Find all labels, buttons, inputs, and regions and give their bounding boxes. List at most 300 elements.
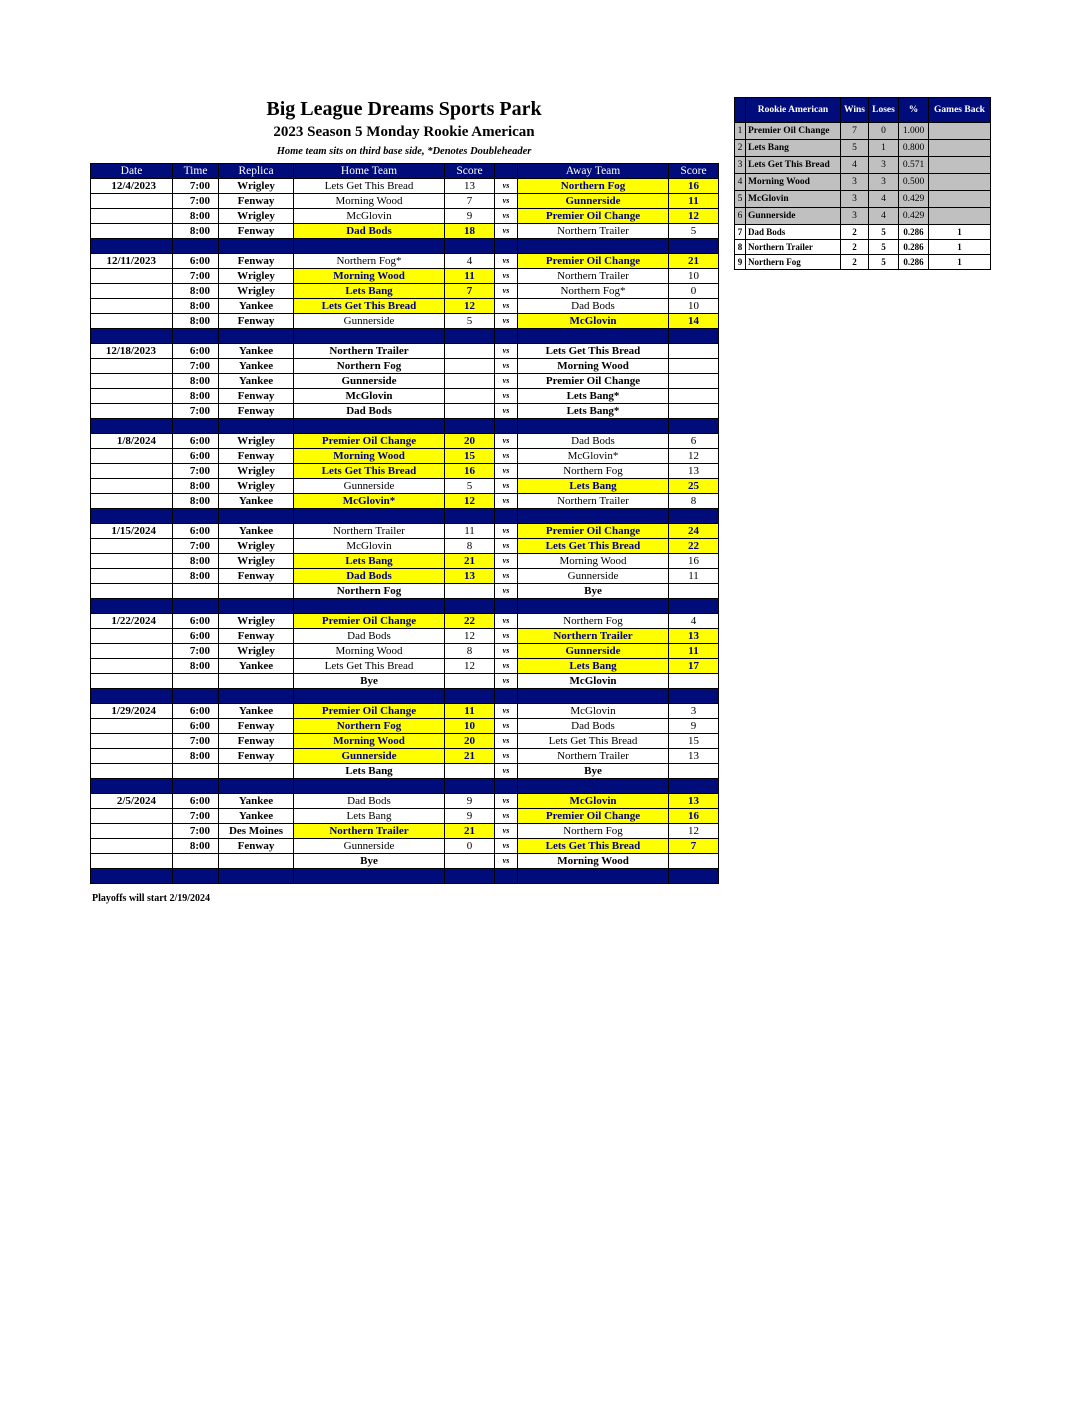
game-time: 7:00 xyxy=(173,644,219,659)
game-row xyxy=(91,584,719,599)
away-score xyxy=(669,584,719,599)
home-team: Northern Fog* xyxy=(294,254,445,269)
game-field: Yankee xyxy=(219,659,294,674)
game-time: 8:00 xyxy=(173,479,219,494)
standings-row xyxy=(735,240,991,255)
home-team: Premier Oil Change xyxy=(294,434,445,449)
vs-label: vs xyxy=(495,344,518,359)
standing-pct: 0.286 xyxy=(899,225,929,240)
schedule-table xyxy=(90,163,719,884)
game-date xyxy=(91,299,173,314)
vs-label: vs xyxy=(495,224,518,239)
away-score: 12 xyxy=(669,824,719,839)
game-field: Yankee xyxy=(219,809,294,824)
vs-label: vs xyxy=(495,854,518,869)
game-field: Wrigley xyxy=(219,179,294,194)
away-score: 16 xyxy=(669,554,719,569)
game-date xyxy=(91,224,173,239)
game-row xyxy=(91,479,719,494)
away-score: 12 xyxy=(669,209,719,224)
separator-cell xyxy=(445,329,495,344)
standings-row xyxy=(735,123,991,140)
game-row xyxy=(91,569,719,584)
standing-games-back: 1 xyxy=(929,240,991,255)
standing-wins: 2 xyxy=(841,255,869,270)
game-field: Yankee xyxy=(219,524,294,539)
standings-row xyxy=(735,157,991,174)
game-time: 7:00 xyxy=(173,404,219,419)
game-row xyxy=(91,389,719,404)
home-team: Bye xyxy=(294,674,445,689)
standing-wins: 3 xyxy=(841,208,869,225)
away-team: Lets Get This Bread xyxy=(518,734,669,749)
standing-rank: 9 xyxy=(735,255,746,270)
separator-cell xyxy=(173,779,219,794)
standing-team: Premier Oil Change xyxy=(746,123,841,140)
standing-games-back xyxy=(929,208,991,225)
game-date xyxy=(91,809,173,824)
separator-cell xyxy=(91,779,173,794)
game-row xyxy=(91,704,719,719)
home-score: 7 xyxy=(445,194,495,209)
col-header-away-score: Score xyxy=(669,164,719,179)
away-score xyxy=(669,404,719,419)
home-score: 15 xyxy=(445,449,495,464)
week-separator xyxy=(91,869,719,884)
vs-label: vs xyxy=(495,554,518,569)
standing-games-back xyxy=(929,123,991,140)
game-field: Fenway xyxy=(219,404,294,419)
game-field: Fenway xyxy=(219,224,294,239)
separator-cell xyxy=(294,869,445,884)
home-score xyxy=(445,674,495,689)
game-field: Wrigley xyxy=(219,539,294,554)
game-date xyxy=(91,539,173,554)
game-time: 6:00 xyxy=(173,434,219,449)
separator-cell xyxy=(669,599,719,614)
home-score: 9 xyxy=(445,809,495,824)
game-time: 6:00 xyxy=(173,449,219,464)
away-team: Northern Trailer xyxy=(518,224,669,239)
standing-games-back: 1 xyxy=(929,225,991,240)
game-time: 7:00 xyxy=(173,269,219,284)
standing-losses: 4 xyxy=(869,208,899,225)
away-team: Morning Wood xyxy=(518,554,669,569)
col-header-home-team: Home Team xyxy=(294,164,445,179)
game-time: 7:00 xyxy=(173,464,219,479)
away-team: McGlovin* xyxy=(518,449,669,464)
game-field: Wrigley xyxy=(219,554,294,569)
game-time: 6:00 xyxy=(173,524,219,539)
vs-label: vs xyxy=(495,719,518,734)
game-date xyxy=(91,194,173,209)
away-score: 25 xyxy=(669,479,719,494)
game-time: 8:00 xyxy=(173,839,219,854)
standing-pct: 1.000 xyxy=(899,123,929,140)
home-team: Dad Bods xyxy=(294,404,445,419)
away-score: 13 xyxy=(669,749,719,764)
separator-cell xyxy=(173,689,219,704)
away-score: 3 xyxy=(669,704,719,719)
separator-cell xyxy=(495,689,518,704)
game-row xyxy=(91,434,719,449)
game-date xyxy=(91,569,173,584)
separator-cell xyxy=(669,689,719,704)
game-time: 6:00 xyxy=(173,254,219,269)
separator-cell xyxy=(518,779,669,794)
vs-label: vs xyxy=(495,179,518,194)
home-score xyxy=(445,374,495,389)
away-team: Northern Trailer xyxy=(518,749,669,764)
separator-cell xyxy=(669,239,719,254)
home-score: 0 xyxy=(445,839,495,854)
game-date: 1/15/2024 xyxy=(91,524,173,539)
standing-rank: 5 xyxy=(735,191,746,208)
home-team: Morning Wood xyxy=(294,449,445,464)
game-row xyxy=(91,854,719,869)
separator-cell xyxy=(445,779,495,794)
standing-losses: 4 xyxy=(869,191,899,208)
home-team: Lets Get This Bread xyxy=(294,464,445,479)
separator-cell xyxy=(91,419,173,434)
game-time: 6:00 xyxy=(173,629,219,644)
standing-rank: 7 xyxy=(735,225,746,240)
separator-cell xyxy=(173,239,219,254)
vs-label: vs xyxy=(495,209,518,224)
away-score: 16 xyxy=(669,179,719,194)
game-field: Fenway xyxy=(219,569,294,584)
home-score: 5 xyxy=(445,314,495,329)
game-row xyxy=(91,314,719,329)
game-field: Wrigley xyxy=(219,614,294,629)
vs-label: vs xyxy=(495,269,518,284)
game-row xyxy=(91,554,719,569)
home-team: Gunnerside xyxy=(294,374,445,389)
separator-cell xyxy=(173,599,219,614)
separator-cell xyxy=(518,689,669,704)
home-score: 9 xyxy=(445,794,495,809)
game-row xyxy=(91,344,719,359)
away-score: 8 xyxy=(669,494,719,509)
game-date: 1/22/2024 xyxy=(91,614,173,629)
game-field: Fenway xyxy=(219,389,294,404)
week-separator xyxy=(91,419,719,434)
standings-table xyxy=(734,97,991,270)
standing-pct: 0.500 xyxy=(899,174,929,191)
standing-wins: 2 xyxy=(841,225,869,240)
separator-cell xyxy=(669,329,719,344)
home-score: 8 xyxy=(445,539,495,554)
game-time xyxy=(173,764,219,779)
away-team: Northern Fog xyxy=(518,824,669,839)
away-team: Premier Oil Change xyxy=(518,209,669,224)
standing-team: Gunnerside xyxy=(746,208,841,225)
separator-cell xyxy=(518,509,669,524)
home-score: 11 xyxy=(445,524,495,539)
vs-label: vs xyxy=(495,494,518,509)
separator-cell xyxy=(495,779,518,794)
standing-team: Northern Trailer xyxy=(746,240,841,255)
separator-cell xyxy=(294,599,445,614)
standings-row xyxy=(735,255,991,270)
home-score: 5 xyxy=(445,479,495,494)
standing-games-back xyxy=(929,140,991,157)
game-field: Fenway xyxy=(219,194,294,209)
vs-label: vs xyxy=(495,254,518,269)
home-score: 13 xyxy=(445,569,495,584)
away-score xyxy=(669,359,719,374)
game-row xyxy=(91,449,719,464)
game-time: 8:00 xyxy=(173,494,219,509)
game-date xyxy=(91,734,173,749)
game-date xyxy=(91,314,173,329)
home-team: McGlovin xyxy=(294,209,445,224)
standing-pct: 0.571 xyxy=(899,157,929,174)
away-score: 11 xyxy=(669,644,719,659)
away-team: Bye xyxy=(518,584,669,599)
game-row xyxy=(91,674,719,689)
game-field: Fenway xyxy=(219,734,294,749)
home-team: Gunnerside xyxy=(294,749,445,764)
home-team: Northern Fog xyxy=(294,359,445,374)
vs-label: vs xyxy=(495,839,518,854)
game-time: 8:00 xyxy=(173,389,219,404)
game-field: Fenway xyxy=(219,839,294,854)
game-field: Yankee xyxy=(219,374,294,389)
separator-cell xyxy=(91,239,173,254)
separator-cell xyxy=(219,419,294,434)
game-date: 2/5/2024 xyxy=(91,794,173,809)
standing-wins: 5 xyxy=(841,140,869,157)
separator-cell xyxy=(495,329,518,344)
standings-row xyxy=(735,208,991,225)
away-score: 11 xyxy=(669,569,719,584)
game-date xyxy=(91,404,173,419)
standing-team: Northern Fog xyxy=(746,255,841,270)
game-field: Fenway xyxy=(219,449,294,464)
game-field: Fenway xyxy=(219,254,294,269)
playoffs-note: Playoffs will start 2/19/2024 xyxy=(92,893,211,904)
standing-games-back xyxy=(929,174,991,191)
home-score: 13 xyxy=(445,179,495,194)
game-date xyxy=(91,284,173,299)
vs-label: vs xyxy=(495,584,518,599)
game-time: 8:00 xyxy=(173,224,219,239)
standing-losses: 0 xyxy=(869,123,899,140)
game-date: 12/18/2023 xyxy=(91,344,173,359)
away-team: Gunnerside xyxy=(518,569,669,584)
standings-header-pct: % xyxy=(899,98,929,123)
home-score: 21 xyxy=(445,824,495,839)
home-team: Premier Oil Change xyxy=(294,704,445,719)
away-score: 16 xyxy=(669,809,719,824)
home-score xyxy=(445,854,495,869)
separator-cell xyxy=(219,329,294,344)
standing-pct: 0.429 xyxy=(899,208,929,225)
separator-cell xyxy=(91,869,173,884)
standings-row xyxy=(735,225,991,240)
away-team: Lets Get This Bread xyxy=(518,839,669,854)
game-date xyxy=(91,479,173,494)
home-team: McGlovin xyxy=(294,539,445,554)
away-score xyxy=(669,674,719,689)
standing-team: Lets Get This Bread xyxy=(746,157,841,174)
standing-team: McGlovin xyxy=(746,191,841,208)
home-score xyxy=(445,344,495,359)
vs-label: vs xyxy=(495,359,518,374)
game-date xyxy=(91,389,173,404)
separator-cell xyxy=(495,869,518,884)
home-team: Bye xyxy=(294,854,445,869)
standings-header-games-back: Games Back xyxy=(929,98,991,123)
game-row xyxy=(91,809,719,824)
game-field xyxy=(219,674,294,689)
standing-pct: 0.286 xyxy=(899,255,929,270)
vs-label: vs xyxy=(495,644,518,659)
game-date: 1/8/2024 xyxy=(91,434,173,449)
game-row xyxy=(91,644,719,659)
game-date xyxy=(91,764,173,779)
away-team: Premier Oil Change xyxy=(518,254,669,269)
separator-cell xyxy=(669,419,719,434)
vs-label: vs xyxy=(495,479,518,494)
home-team: McGlovin xyxy=(294,389,445,404)
away-team: Lets Get This Bread xyxy=(518,539,669,554)
page-title: Big League Dreams Sports Park xyxy=(266,98,542,120)
game-date xyxy=(91,449,173,464)
vs-label: vs xyxy=(495,674,518,689)
game-date xyxy=(91,659,173,674)
game-time: 7:00 xyxy=(173,824,219,839)
away-team: Lets Bang* xyxy=(518,404,669,419)
game-date xyxy=(91,824,173,839)
vs-label: vs xyxy=(495,749,518,764)
col-header-replica: Replica xyxy=(219,164,294,179)
game-time: 7:00 xyxy=(173,734,219,749)
vs-label: vs xyxy=(495,434,518,449)
home-score xyxy=(445,389,495,404)
game-time xyxy=(173,584,219,599)
separator-cell xyxy=(445,509,495,524)
home-score: 21 xyxy=(445,749,495,764)
week-separator xyxy=(91,599,719,614)
vs-label: vs xyxy=(495,194,518,209)
vs-label: vs xyxy=(495,614,518,629)
away-score xyxy=(669,374,719,389)
away-team: Dad Bods xyxy=(518,299,669,314)
home-team: Gunnerside xyxy=(294,314,445,329)
standings-row xyxy=(735,140,991,157)
away-score: 17 xyxy=(669,659,719,674)
home-score: 12 xyxy=(445,299,495,314)
game-field: Yankee xyxy=(219,494,294,509)
game-field: Fenway xyxy=(219,314,294,329)
separator-cell xyxy=(495,419,518,434)
game-row xyxy=(91,524,719,539)
separator-cell xyxy=(495,509,518,524)
game-date xyxy=(91,464,173,479)
away-team: Dad Bods xyxy=(518,434,669,449)
away-team: Gunnerside xyxy=(518,644,669,659)
col-header-time: Time xyxy=(173,164,219,179)
separator-cell xyxy=(173,509,219,524)
home-score xyxy=(445,359,495,374)
separator-cell xyxy=(294,779,445,794)
away-team: Morning Wood xyxy=(518,359,669,374)
home-score xyxy=(445,764,495,779)
home-score: 7 xyxy=(445,284,495,299)
game-time: 6:00 xyxy=(173,794,219,809)
game-date xyxy=(91,374,173,389)
separator-cell xyxy=(518,869,669,884)
home-team: Lets Bang xyxy=(294,284,445,299)
vs-label: vs xyxy=(495,734,518,749)
away-score xyxy=(669,389,719,404)
standings-rank-header xyxy=(735,98,746,123)
game-date xyxy=(91,854,173,869)
away-score: 11 xyxy=(669,194,719,209)
game-time: 7:00 xyxy=(173,809,219,824)
game-time: 8:00 xyxy=(173,749,219,764)
game-field: Fenway xyxy=(219,749,294,764)
standing-games-back xyxy=(929,191,991,208)
game-time: 6:00 xyxy=(173,344,219,359)
standing-pct: 0.429 xyxy=(899,191,929,208)
game-time: 8:00 xyxy=(173,569,219,584)
standing-losses: 5 xyxy=(869,225,899,240)
away-score: 0 xyxy=(669,284,719,299)
game-field: Wrigley xyxy=(219,644,294,659)
home-team: Northern Trailer xyxy=(294,524,445,539)
separator-cell xyxy=(445,419,495,434)
vs-label: vs xyxy=(495,824,518,839)
away-team: Lets Get This Bread xyxy=(518,344,669,359)
game-row xyxy=(91,254,719,269)
game-field: Yankee xyxy=(219,704,294,719)
vs-label: vs xyxy=(495,284,518,299)
game-row xyxy=(91,734,719,749)
game-row xyxy=(91,764,719,779)
game-time: 8:00 xyxy=(173,284,219,299)
vs-label: vs xyxy=(495,449,518,464)
separator-cell xyxy=(91,689,173,704)
separator-cell xyxy=(518,419,669,434)
away-team: Dad Bods xyxy=(518,719,669,734)
vs-label: vs xyxy=(495,569,518,584)
home-team: Dad Bods xyxy=(294,794,445,809)
vs-label: vs xyxy=(495,464,518,479)
game-field: Wrigley xyxy=(219,269,294,284)
game-field: Wrigley xyxy=(219,284,294,299)
col-header-date: Date xyxy=(91,164,173,179)
away-team: Northern Fog xyxy=(518,464,669,479)
col-header-away-team: Away Team xyxy=(518,164,669,179)
standing-team: Dad Bods xyxy=(746,225,841,240)
away-team: Premier Oil Change xyxy=(518,809,669,824)
separator-cell xyxy=(173,329,219,344)
separator-cell xyxy=(445,869,495,884)
game-field xyxy=(219,584,294,599)
game-row xyxy=(91,179,719,194)
standings-row xyxy=(735,174,991,191)
away-score: 22 xyxy=(669,539,719,554)
home-score: 12 xyxy=(445,659,495,674)
away-team: Northern Trailer xyxy=(518,269,669,284)
separator-cell xyxy=(173,869,219,884)
away-team: Premier Oil Change xyxy=(518,524,669,539)
away-score: 13 xyxy=(669,794,719,809)
away-score xyxy=(669,854,719,869)
